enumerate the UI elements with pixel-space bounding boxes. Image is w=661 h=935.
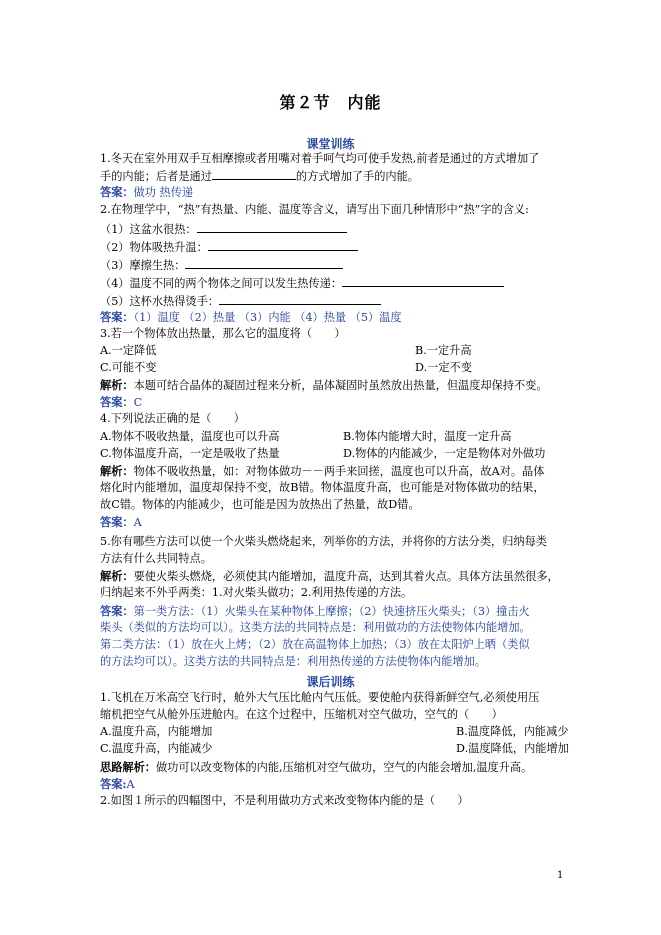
q4-answer-text: A — [133, 516, 142, 529]
analysis-label: 解析： — [100, 569, 134, 583]
q5-analysis-1 — [100, 569, 559, 584]
p1-thinking-text: 做功可以改变物体的内能,压缩机对空气做功，空气的内能会增加,温度升高。 — [155, 761, 533, 774]
q5-analysis-2: 归纳起来不外乎两类：1.对火柴头做功；2.利用热传递的方法。 — [100, 586, 413, 599]
q4-analysis-2: 熔化时内能增加，温度却保持不变，故B错。物体温度升高，也可能是对物体做功的结果， — [100, 481, 545, 494]
p1-option-c: C.温度升高，内能减少 — [100, 742, 213, 755]
answer-label: 答案： — [100, 310, 134, 324]
p1-answer — [100, 777, 135, 792]
q2-item-4-text: （4）温度不同的两个物体之间可以发生热传递： — [100, 277, 343, 290]
q2-blank-4 — [342, 275, 504, 287]
p1-options-row-2 — [100, 742, 569, 756]
q3-answer — [100, 395, 142, 410]
q3-analysis-text: 本题可结合晶体的凝固过程来分析，晶体凝固时虽然放出热量，但温度却保持不变。 — [133, 379, 548, 392]
q4-option-a: A.物体不吸收热量，温度也可以升高 — [100, 430, 280, 443]
q3-analysis — [100, 378, 548, 393]
q1-answer — [100, 185, 193, 200]
q3-option-d: D.一定不变 — [415, 361, 472, 374]
q5-answer-1 — [100, 604, 530, 619]
q2-item-3-text: （3）摩擦生热： — [100, 259, 186, 272]
q1-answer-text: 做功 热传递 — [133, 186, 194, 199]
q4-analysis-3: 故C错。物体的内能减少，也可能是因为放热出了热量，故D错。 — [100, 498, 420, 511]
q2-blank-1 — [197, 221, 347, 233]
q2-item-1-text: （1）这盆水很热： — [100, 223, 197, 236]
p1-option-a: A.温度升高，内能增加 — [100, 725, 213, 738]
q1-line-1: 1.冬天在室外用双手互相摩擦或者用嘴对着手呵气均可使手发热,前者是通过的方式增加了 — [100, 152, 540, 165]
q4-analysis-text-1: 物体不吸收热量，如：对物体做功－－两手来回搓，温度也可以升高，故A对。晶体 — [133, 465, 545, 478]
answer-label: 答案: — [100, 777, 127, 791]
q2-blank-2 — [208, 239, 358, 251]
q5-stem-2: 方法有什么共同特点。 — [100, 552, 212, 565]
q1-line-2 — [100, 168, 419, 184]
q3-option-c: C.可能不变 — [100, 361, 157, 374]
q2-item-4 — [100, 275, 504, 291]
p1-stem-1: 1.飞机在万米高空飞行时，舱外大气压比舱内气压低。要使舱内获得新鲜空气,必须使用压 — [100, 691, 540, 704]
page-number: 1 — [557, 870, 564, 881]
q4-options-row-1 — [100, 430, 512, 444]
answer-label: 答案： — [100, 515, 134, 529]
q2-blank-5 — [219, 293, 381, 305]
q2-item-5 — [100, 293, 381, 309]
q1-line-2a: 手的内能；后者是通过 — [100, 170, 212, 183]
page-title: 第２节 内能 — [279, 93, 382, 112]
q3-stem: 3.若一个物体放出热量，那么它的温度将（ ） — [100, 327, 346, 340]
q4-option-c: C.物体温度升高，一定是吸收了热量 — [100, 447, 280, 460]
q3-answer-text: C — [133, 396, 143, 409]
p2-stem: 2.如图１所示的四幅图中，不是利用做功方式来改变物体内能的是（ ） — [100, 794, 469, 807]
q5-answer-3: 第二类方法：（1）放在火上烤；（2）放在高温物体上加热；（3）放在太阳炉上晒（类似 — [100, 638, 530, 651]
q5-answer-text-1: 第一类方法：（1）火柴头在某种物体上摩擦；（2）快速挤压火柴头；（3）撞击火 — [133, 605, 530, 618]
section-heading-after: 课后训练 — [306, 675, 355, 689]
q3-options-row-1 — [100, 344, 472, 358]
q4-option-d: D.物体的内能减少，一定是物体对外做功 — [343, 447, 546, 460]
q2-item-1 — [100, 221, 347, 237]
q5-answer-2: 柴头（类似的方法均可以）。这类方法的共同特点是：利用做功的方法使物体内能增加。 — [100, 621, 531, 634]
q4-stem: 4.下列说法正确的是（ ） — [100, 412, 245, 425]
answer-label: 答案： — [100, 185, 134, 199]
analysis-label: 解析： — [100, 378, 134, 392]
answer-label: 答案： — [100, 395, 134, 409]
q3-option-a: A.一定降低 — [100, 344, 157, 357]
q2-item-2 — [100, 239, 358, 255]
q2-answer — [100, 310, 402, 325]
q2-answer-text: （1）温度 （2）热量 （3）内能 （4）热量 （5）温度 — [133, 311, 402, 324]
q2-stem: 2.在物理学中，“热”有热量、内能、温度等含义，请写出下面几种情形中“热”字的含义: — [100, 203, 529, 216]
q1-blank — [212, 168, 296, 180]
section-heading-class: 课堂训练 — [306, 137, 355, 151]
q5-analysis-text-1: 要使火柴头燃烧，必须使其内能增加，温度升高，达到其着火点。具体方法虽然很多， — [133, 570, 559, 583]
q4-option-b: B.物体内能增大时，温度一定升高 — [343, 430, 512, 443]
p1-option-b: B.温度降低，内能减少 — [456, 725, 569, 738]
p1-stem-2: 缩机把空气从舱外压进舱内。在这个过程中，压缩机对空气做功，空气的（ ） — [100, 708, 503, 721]
p1-thinking — [100, 760, 532, 775]
analysis-label: 解析： — [100, 464, 134, 478]
q2-item-5-text: （5）这杯水热得烫手： — [100, 295, 219, 308]
q1-line-2b: 的方式增加了手的内能。 — [295, 170, 419, 183]
q2-item-3 — [100, 257, 343, 273]
thinking-label: 思路解析： — [100, 760, 156, 774]
answer-label: 答案： — [100, 604, 134, 618]
p1-option-d: D.温度降低，内能增加 — [456, 742, 569, 755]
q2-item-2-text: （2）物体吸热升温： — [100, 241, 208, 254]
p1-options-row-1 — [100, 725, 569, 739]
q4-answer — [100, 515, 142, 530]
q4-analysis-1 — [100, 464, 544, 479]
p1-answer-text: A — [126, 778, 135, 791]
q4-options-row-2 — [100, 447, 546, 461]
q2-blank-3 — [185, 257, 343, 269]
q3-options-row-2 — [100, 361, 472, 375]
q3-option-b: B.一定升高 — [415, 344, 472, 357]
q5-answer-4: 的方法均可以）。这类方法的共同特点是：利用热传递的方法使物体内能增加。 — [100, 655, 486, 668]
q5-stem-1: 5.你有哪些方法可以使一个火柴头燃烧起来，列举你的方法，并将你的方法分类，归纳每类 — [100, 535, 547, 548]
